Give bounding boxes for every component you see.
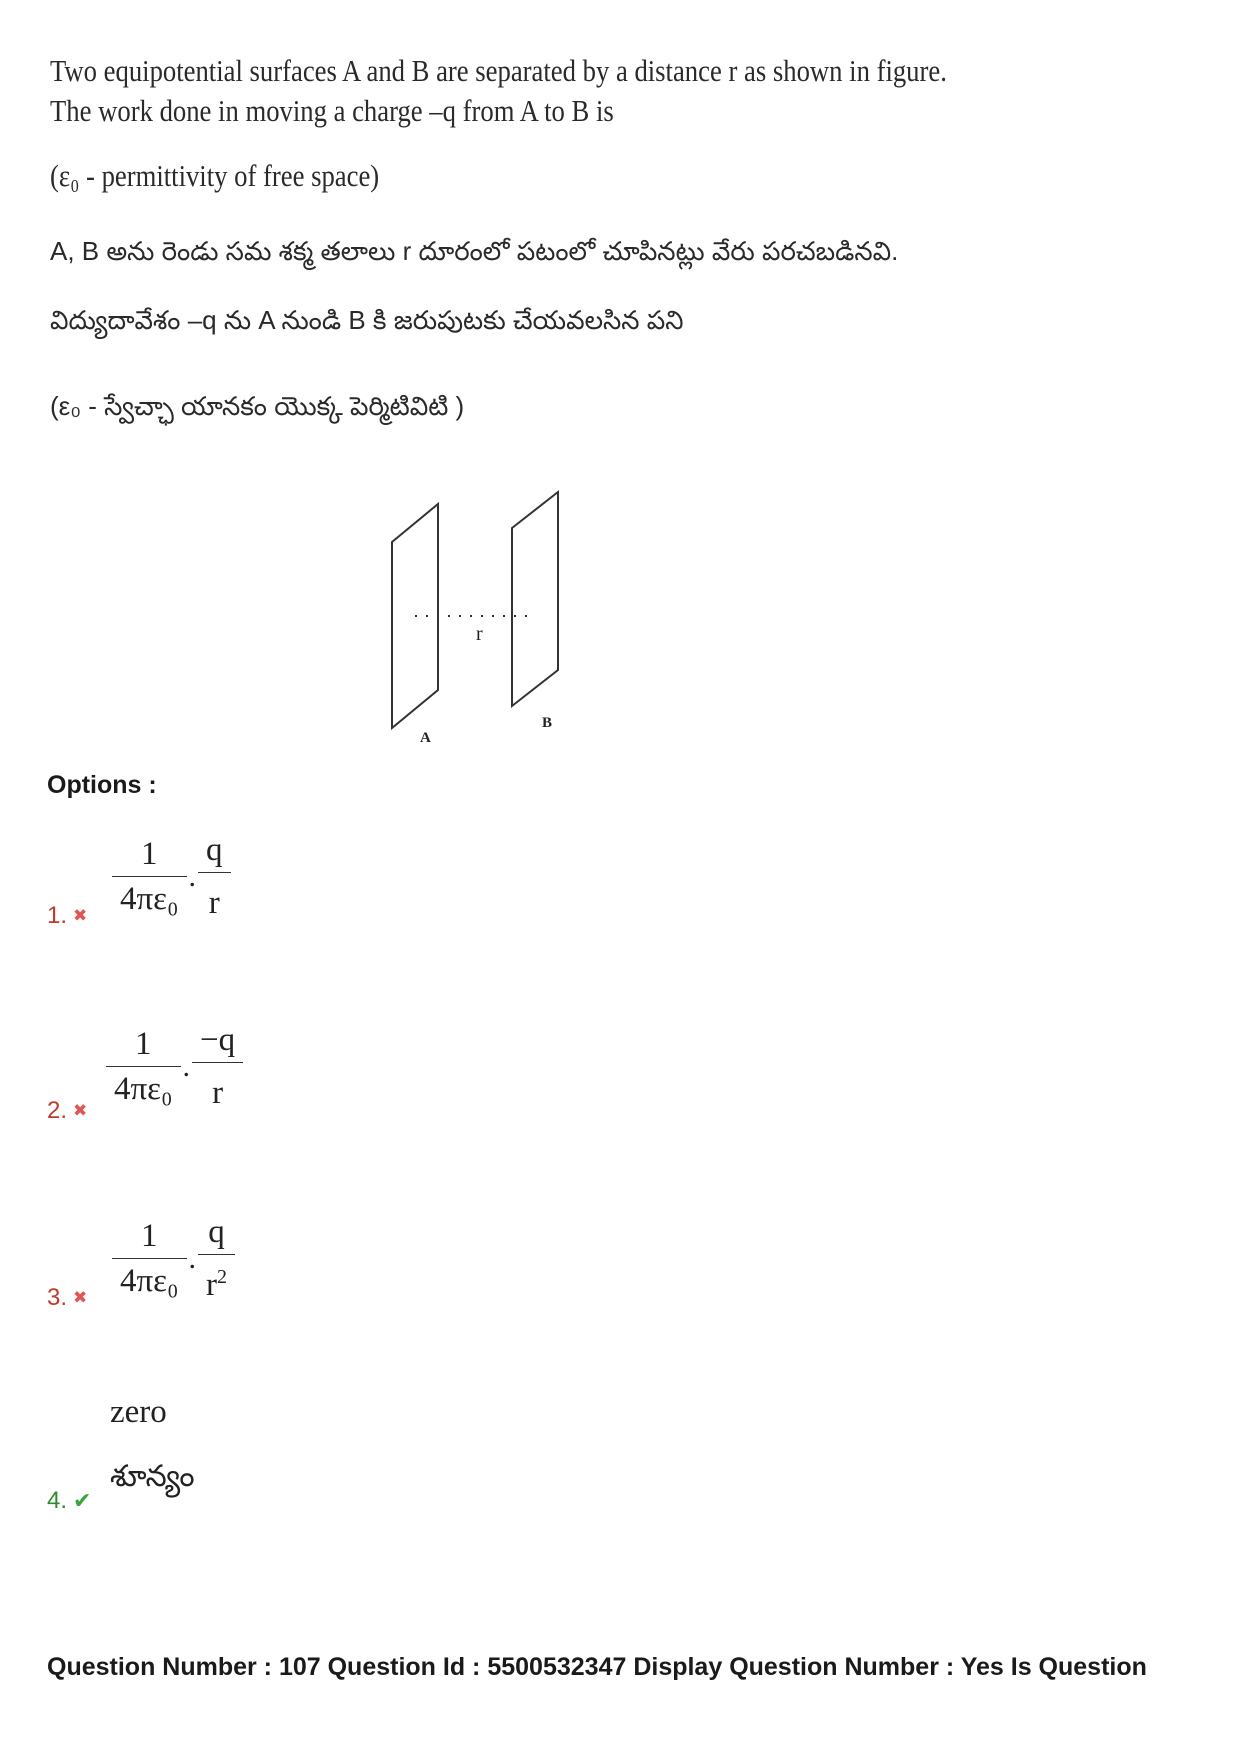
option-2-numerator: 1 bbox=[106, 1022, 181, 1067]
option-2-formula: $\frac{1}{\text{4πε₀}}$ . $\frac{-q}{r}$ bbox=[106, 1018, 243, 1115]
option-4-number: 4. bbox=[47, 1487, 68, 1514]
option-2-denominator-2: r bbox=[212, 1075, 224, 1111]
option-1-formula: $\frac{1}{\text{4πε₀}}$ . $\frac{q}{r}$ bbox=[112, 828, 231, 925]
option-4-text-telugu: శూన్యం bbox=[110, 1460, 195, 1493]
question-text-english-1: Two equipotential surfaces A and B are separated by a distance r as shown in figure. bbox=[50, 53, 947, 88]
option-1-numerator: 1 bbox=[112, 832, 187, 877]
wrong-mark-icon: ✖ bbox=[73, 1101, 88, 1120]
option-2[interactable] bbox=[47, 1097, 87, 1125]
label-a: A bbox=[420, 730, 431, 746]
question-text-telugu-2: విద్యుదావేశం –q ను A నుండి B కి జరుపుటకు చేయవలసిన పని bbox=[50, 305, 684, 335]
question-text-english-2: The work done in moving a charge –q from A to B is bbox=[50, 93, 614, 128]
option-3-numerator: 1 bbox=[112, 1214, 187, 1259]
option-3-denominator: 4πε₀ bbox=[120, 1263, 179, 1299]
label-r: r bbox=[476, 623, 483, 645]
option-3-numerator-2: q bbox=[198, 1210, 235, 1255]
equipotential-surfaces-figure bbox=[380, 480, 590, 750]
label-b: B bbox=[542, 715, 553, 731]
option-1-denominator: 4πε₀ bbox=[120, 881, 179, 917]
option-2-number: 2. bbox=[47, 1097, 68, 1124]
options-label: Options : bbox=[47, 771, 157, 799]
option-4[interactable] bbox=[47, 1487, 91, 1515]
wrong-mark-icon: ✖ bbox=[73, 1288, 88, 1307]
option-1[interactable] bbox=[47, 902, 87, 930]
option-3[interactable] bbox=[47, 1284, 87, 1312]
question-note-telugu: (ε₀ - స్వేచ్ఛా యానకం యొక్క పెర్మిటివిటి ) bbox=[50, 391, 465, 421]
option-2-numerator-2: −q bbox=[192, 1018, 243, 1063]
wrong-mark-icon: ✖ bbox=[73, 906, 88, 925]
option-2-denominator: 4πε₀ bbox=[114, 1071, 173, 1107]
option-3-denominator-2: $r^2$ bbox=[206, 1266, 228, 1303]
option-1-numerator-2: q bbox=[198, 828, 231, 873]
option-3-formula: $\frac{1}{\text{4πε₀}}$ . $\frac{q}{r^2}$ bbox=[112, 1210, 235, 1307]
option-4-text-english: zero bbox=[110, 1394, 167, 1430]
question-note-english: (ε₀ - permittivity of free space) bbox=[50, 158, 380, 193]
option-1-denominator-2: r bbox=[208, 885, 220, 921]
option-3-number: 3. bbox=[47, 1284, 68, 1311]
question-meta-footer: Question Number : 107 Question Id : 5500532347 Display Question Number : Yes Is Question bbox=[47, 1653, 1147, 1681]
surface-b bbox=[512, 492, 558, 706]
question-text-telugu-1: A, B అను రెండు సమ శక్మ తలాలు r దూరంలో పటంలో చూపినట్లు వేరు పరచబడినవి. bbox=[50, 236, 899, 266]
correct-check-icon: ✔ bbox=[73, 1488, 92, 1513]
option-1-number: 1. bbox=[47, 902, 68, 929]
